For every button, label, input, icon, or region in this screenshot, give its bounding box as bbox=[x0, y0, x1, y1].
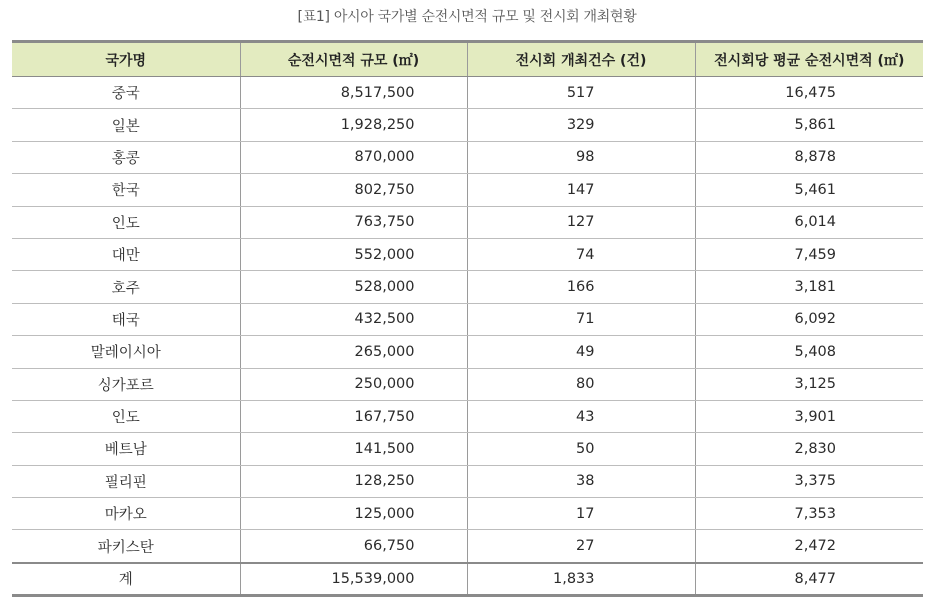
net-area-cell: 528,000 bbox=[240, 271, 467, 303]
net-area-cell: 125,000 bbox=[240, 498, 467, 530]
exhibition-count-cell: 17 bbox=[467, 498, 695, 530]
average-area-cell: 7,353 bbox=[695, 498, 923, 530]
net-area-cell: 763,750 bbox=[240, 206, 467, 238]
header-country: 국가명 bbox=[12, 42, 240, 77]
average-area-cell: 2,830 bbox=[695, 433, 923, 465]
average-area-cell: 6,092 bbox=[695, 303, 923, 335]
exhibition-count-cell: 50 bbox=[467, 433, 695, 465]
header-net-area: 순전시면적 규모 (㎡) bbox=[240, 42, 467, 77]
average-area-cell: 16,475 bbox=[695, 77, 923, 109]
country-cell: 중국 bbox=[12, 77, 240, 109]
table-row bbox=[12, 174, 923, 206]
country-cell: 인도 bbox=[12, 400, 240, 432]
country-cell: 인도 bbox=[12, 206, 240, 238]
table-row bbox=[12, 498, 923, 530]
table-row bbox=[12, 433, 923, 465]
country-cell: 한국 bbox=[12, 174, 240, 206]
country-cell: 태국 bbox=[12, 303, 240, 335]
exhibition-count-cell: 74 bbox=[467, 238, 695, 270]
net-area-cell: 8,517,500 bbox=[240, 77, 467, 109]
net-area-cell: 250,000 bbox=[240, 368, 467, 400]
exhibition-count-cell: 43 bbox=[467, 400, 695, 432]
table-row bbox=[12, 271, 923, 303]
average-area-cell: 8,878 bbox=[695, 141, 923, 173]
net-area-cell: 870,000 bbox=[240, 141, 467, 173]
exhibition-count-cell: 147 bbox=[467, 174, 695, 206]
header-row bbox=[12, 42, 923, 77]
country-cell: 파키스탄 bbox=[12, 530, 240, 563]
table-body bbox=[12, 77, 923, 563]
average-area-cell: 6,014 bbox=[695, 206, 923, 238]
exhibition-count-cell: 127 bbox=[467, 206, 695, 238]
average-area-cell: 5,861 bbox=[695, 109, 923, 141]
exhibition-count-cell: 80 bbox=[467, 368, 695, 400]
exhibition-count-cell: 98 bbox=[467, 141, 695, 173]
table-row bbox=[12, 206, 923, 238]
table-caption: [표1] 아시아 국가별 순전시면적 규모 및 전시회 개최현황 bbox=[297, 9, 637, 25]
net-area-cell: 66,750 bbox=[240, 530, 467, 563]
table-row bbox=[12, 109, 923, 141]
exhibition-count-cell: 27 bbox=[467, 530, 695, 563]
exhibition-count-cell: 517 bbox=[467, 77, 695, 109]
table-header bbox=[12, 42, 923, 77]
exhibition-count-cell: 71 bbox=[467, 303, 695, 335]
table-row bbox=[12, 465, 923, 497]
country-cell: 대만 bbox=[12, 238, 240, 270]
total-label: 계 bbox=[12, 563, 240, 596]
average-area-cell: 5,408 bbox=[695, 336, 923, 368]
net-area-cell: 432,500 bbox=[240, 303, 467, 335]
table-row bbox=[12, 77, 923, 109]
table-row bbox=[12, 141, 923, 173]
average-area-cell: 3,125 bbox=[695, 368, 923, 400]
exhibition-area-table bbox=[12, 40, 923, 597]
exhibition-count-cell: 49 bbox=[467, 336, 695, 368]
header-average-area: 전시회당 평균 순전시면적 (㎡) bbox=[695, 42, 923, 77]
table-row bbox=[12, 368, 923, 400]
country-cell: 말레이시아 bbox=[12, 336, 240, 368]
country-cell: 일본 bbox=[12, 109, 240, 141]
net-area-cell: 552,000 bbox=[240, 238, 467, 270]
header-exhibition-count: 전시회 개최건수 (건) bbox=[467, 42, 695, 77]
table-row bbox=[12, 238, 923, 270]
average-area-cell: 5,461 bbox=[695, 174, 923, 206]
table-footer bbox=[12, 563, 923, 596]
average-area-cell: 3,901 bbox=[695, 400, 923, 432]
net-area-cell: 1,928,250 bbox=[240, 109, 467, 141]
average-area-cell: 7,459 bbox=[695, 238, 923, 270]
exhibition-count-cell: 166 bbox=[467, 271, 695, 303]
total-net-area: 15,539,000 bbox=[240, 563, 467, 596]
total-exhibition-count: 1,833 bbox=[467, 563, 695, 596]
country-cell: 홍콩 bbox=[12, 141, 240, 173]
exhibition-count-cell: 38 bbox=[467, 465, 695, 497]
net-area-cell: 128,250 bbox=[240, 465, 467, 497]
country-cell: 싱가포르 bbox=[12, 368, 240, 400]
total-average-area: 8,477 bbox=[695, 563, 923, 596]
net-area-cell: 265,000 bbox=[240, 336, 467, 368]
average-area-cell: 3,375 bbox=[695, 465, 923, 497]
table-row bbox=[12, 530, 923, 563]
average-area-cell: 3,181 bbox=[695, 271, 923, 303]
net-area-cell: 167,750 bbox=[240, 400, 467, 432]
country-cell: 베트남 bbox=[12, 433, 240, 465]
country-cell: 마카오 bbox=[12, 498, 240, 530]
country-cell: 필리핀 bbox=[12, 465, 240, 497]
exhibition-count-cell: 329 bbox=[467, 109, 695, 141]
average-area-cell: 2,472 bbox=[695, 530, 923, 563]
table-row bbox=[12, 303, 923, 335]
table-row bbox=[12, 400, 923, 432]
net-area-cell: 802,750 bbox=[240, 174, 467, 206]
net-area-cell: 141,500 bbox=[240, 433, 467, 465]
country-cell: 호주 bbox=[12, 271, 240, 303]
total-row bbox=[12, 563, 923, 596]
table-row bbox=[12, 336, 923, 368]
